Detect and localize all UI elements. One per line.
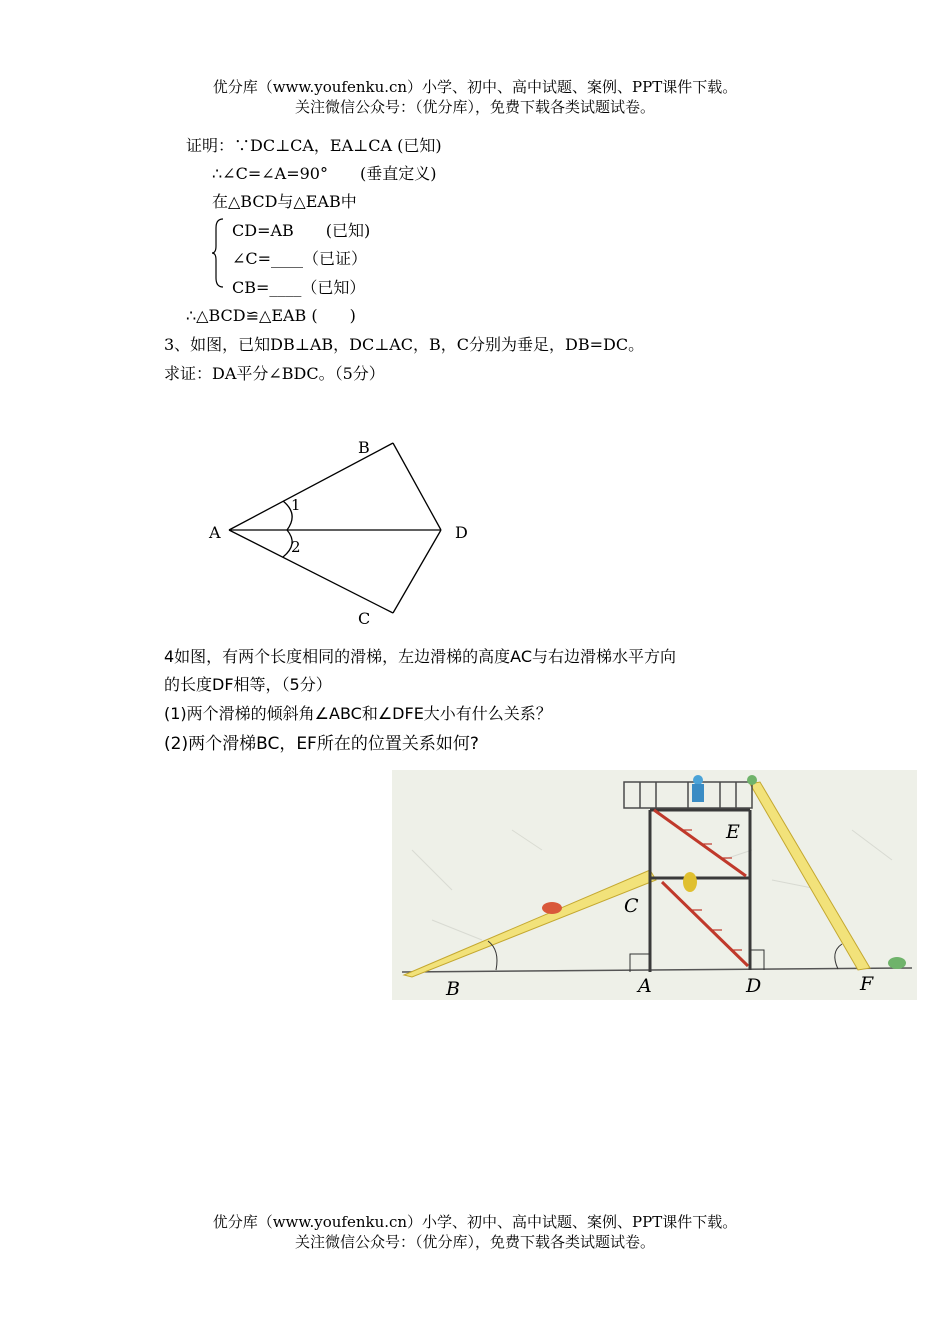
label-C: C: [624, 895, 639, 917]
segment-BD: [393, 443, 441, 530]
q4-statement-2: 的长度DF相等，（5分）: [164, 675, 332, 694]
child-bottom-icon: [888, 957, 906, 969]
proof-case-2: ∠C=____（已证）: [232, 249, 368, 268]
header-line-1: 优分库（www.youfenku.cn）小学、初中、高中试题、案例、PPT课件下载。: [212, 78, 738, 96]
child-slide-top-icon: [747, 775, 757, 785]
footer-line-1: 优分库（www.youfenku.cn）小学、初中、高中试题、案例、PPT课件下载。: [212, 1213, 738, 1231]
proof-case-1: CD=AB (已知): [232, 221, 371, 240]
brace-icon: [212, 218, 224, 288]
proof-line-1: 证明：∵DC⊥CA，EA⊥CA (已知): [186, 136, 442, 155]
figure-background: [392, 770, 917, 1000]
label-B: B: [358, 438, 370, 457]
proof-case-3: CB=____（已知）: [232, 278, 366, 297]
label-A: A: [638, 975, 652, 997]
child-top-icon: [693, 775, 703, 785]
angle-label-2: 2: [291, 538, 301, 556]
q3-prove: 求证：DA平分∠BDC。（5分）: [164, 364, 385, 383]
header-line-2: 关注微信公众号：（优分库），免费下载各类试题试卷。: [294, 98, 655, 116]
label-B: B: [446, 978, 460, 1000]
proof-line-3: 在△BCD与△EAB中: [212, 192, 357, 211]
child-stairs-icon: [683, 872, 697, 892]
label-E: E: [726, 821, 740, 843]
label-D: D: [455, 523, 468, 542]
angle-label-1: 1: [291, 496, 301, 514]
q4-statement-1: 4如图，有两个长度相同的滑梯，左边滑梯的高度AC与右边滑梯水平方向: [164, 647, 677, 666]
footer-line-2: 关注微信公众号：（优分库），免费下载各类试题试卷。: [294, 1233, 655, 1251]
q3-statement: 3、如图，已知DB⊥AB，DC⊥AC，B，C分别为垂足，DB=DC。: [164, 335, 645, 354]
q4-sub-1: (1)两个滑梯的倾斜角∠ABC和∠DFE大小有什么关系？: [164, 704, 552, 723]
child-left-slide-icon: [542, 902, 562, 914]
child-top-body: [692, 784, 704, 802]
label-C: C: [358, 609, 371, 628]
q4-sub-2: (2)两个滑梯BC，EF所在的位置关系如何?: [164, 734, 479, 754]
label-D: D: [746, 975, 762, 997]
proof-conclusion: ∴△BCD≌△EAB ( ): [186, 306, 356, 325]
figure-4-slides: [392, 770, 917, 1000]
label-F: F: [860, 973, 874, 995]
proof-line-2: ∴∠C=∠A=90° (垂直定义): [212, 164, 437, 183]
segment-CD: [393, 530, 441, 613]
segment-AC: [229, 530, 393, 613]
label-A: A: [209, 523, 221, 542]
figure-3-kite: [195, 430, 485, 630]
